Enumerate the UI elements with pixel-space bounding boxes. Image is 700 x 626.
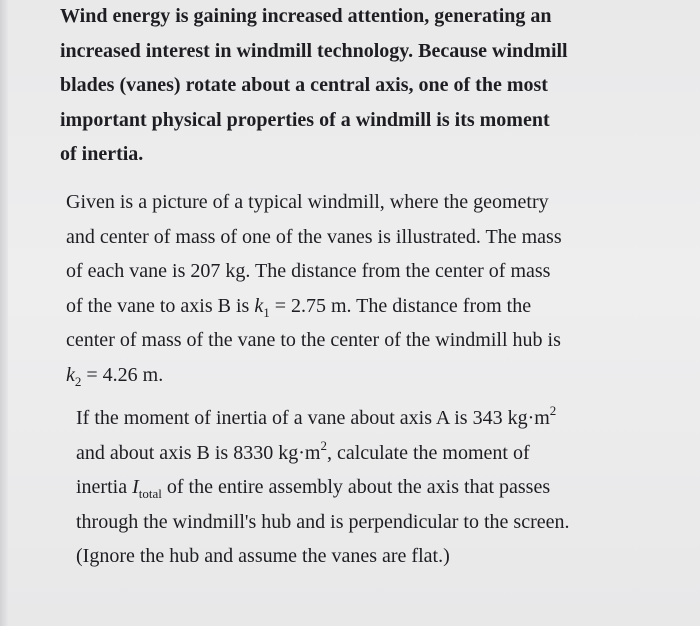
axis-b-text: and about axis B is 8330 kg·m	[76, 441, 321, 464]
k1-subscript: 1	[263, 304, 270, 320]
question-line: through the windmill's hub and is perpendicular to the screen.	[76, 510, 570, 533]
given-line-k2	[66, 358, 562, 393]
axis-b-text-post: , calculate the moment of	[326, 441, 530, 464]
itotal-text-post: of the entire assembly about the axis that passes	[161, 476, 551, 498]
question-line-axis-a	[76, 401, 570, 436]
question-line-itotal	[76, 470, 570, 505]
page-left-edge	[0, 0, 8, 626]
given-line-k1	[66, 289, 562, 324]
axis-b-superscript: 2	[320, 437, 327, 453]
k2-value: = 4.26 m.	[81, 363, 164, 386]
itotal-text-pre: inertia	[76, 476, 133, 498]
axis-a-superscript: 2	[549, 403, 557, 418]
given-line: and center of mass of one of the vanes is illustrated. The mass	[66, 225, 562, 248]
k1-value: = 2.75 m. The distance from the	[269, 294, 532, 317]
itotal-subscript: total	[138, 486, 162, 501]
intro-line: increased interest in windmill technology. Because windmill	[60, 39, 568, 62]
question-paragraph	[76, 401, 570, 574]
k2-subscript: 2	[74, 373, 82, 389]
intro-paragraph	[60, 0, 568, 172]
axis-a-text: If the moment of inertia of a vane about axis A is 343 kg·m	[76, 407, 550, 429]
given-line: Given is a picture of a typical windmill, where the geometry	[66, 191, 549, 213]
question-line-axis-b	[76, 436, 570, 471]
intro-line: blades (vanes) rotate about a central axis, one of the most	[60, 74, 548, 96]
k1-text-pre: of the vane to axis B is	[66, 294, 255, 317]
k2-variable: k	[66, 363, 75, 386]
intro-line: Wind energy is gaining increased attention, generating an	[60, 5, 552, 27]
given-paragraph	[66, 185, 562, 392]
given-line: center of mass of the vane to the center of the windmill hub is	[66, 329, 561, 351]
intro-line: important physical properties of a windmill is its moment	[60, 108, 550, 131]
itotal-variable: I	[132, 476, 139, 498]
intro-line: of inertia.	[60, 143, 144, 165]
given-line: of each vane is 207 kg. The distance from the center of mass	[66, 260, 551, 282]
question-line: (Ignore the hub and assume the vanes are flat.)	[76, 545, 450, 567]
k1-variable: k	[254, 294, 264, 317]
